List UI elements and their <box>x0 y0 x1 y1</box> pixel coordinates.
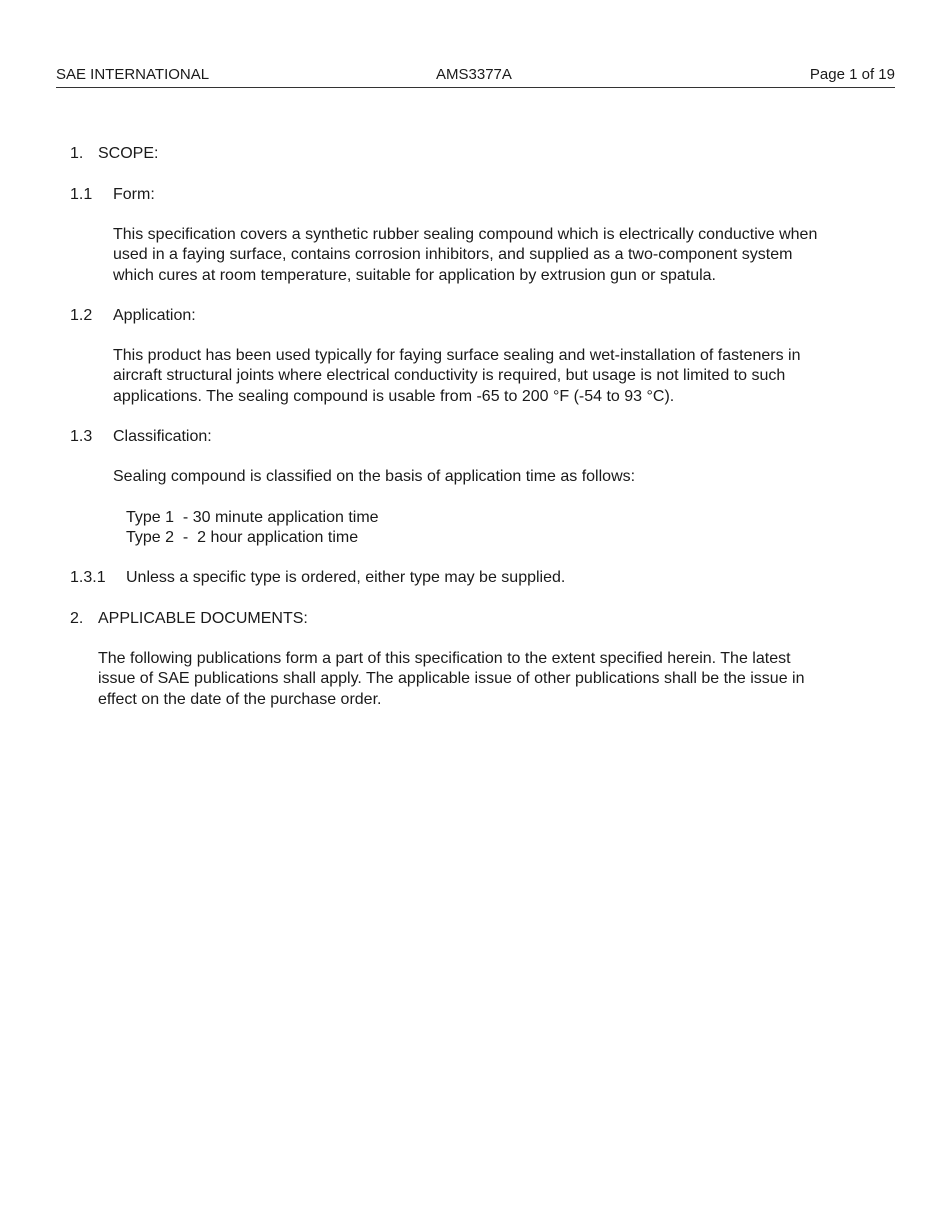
section-number: 1.3.1 <box>70 569 106 586</box>
section-text: Unless a specific type is ordered, either type may be supplied. <box>126 569 566 586</box>
paragraph-line: This product has been used typically for faying surface sealing and wet-installation of fasteners in <box>113 347 801 364</box>
section-number: 1.1 <box>70 186 93 203</box>
type-list <box>126 508 379 549</box>
paragraph-line: which cures at room temperature, suitable for application by extrusion gun or spatula. <box>113 266 716 284</box>
section-title: Application: <box>113 307 196 324</box>
section-1-2-paragraph <box>113 346 801 407</box>
header-organization: SAE INTERNATIONAL <box>56 66 210 83</box>
type-item: Type 1 - 30 minute application time <box>126 509 379 526</box>
paragraph-line: This specification covers a synthetic rubber sealing compound which is electrically conductive when <box>113 226 818 243</box>
section-title: APPLICABLE DOCUMENTS: <box>98 610 308 627</box>
section-1-1-paragraph <box>113 225 817 286</box>
section-title: SCOPE: <box>98 145 159 162</box>
type-item: Type 2 - 2 hour application time <box>126 529 359 547</box>
section-number: 1. <box>70 145 84 162</box>
section-2-paragraph <box>98 649 805 710</box>
section-title: Form: <box>113 186 155 203</box>
section-number: 1.2 <box>70 307 93 324</box>
header-page-number: Page 1 of 19 <box>809 66 895 83</box>
section-number: 2. <box>70 610 84 627</box>
section-number: 1.3 <box>70 428 93 445</box>
paragraph-line: used in a faying surface, contains corrosion inhibitors, and supplied as a two-component system <box>113 246 793 264</box>
section-title: Classification: <box>113 428 212 445</box>
page-header <box>56 66 895 88</box>
paragraph-line: applications. The sealing compound is usable from -65 to 200 °F (-54 to 93 °C). <box>113 387 675 405</box>
paragraph-line: aircraft structural joints where electrical conductivity is required, but usage is not limited to such <box>113 367 786 385</box>
paragraph-line: issue of SAE publications shall apply. The applicable issue of other publications shall be the issue in <box>98 670 805 688</box>
paragraph-line: The following publications form a part of this specification to the extent specified herein. The latest <box>98 650 791 667</box>
section-1-3-intro: Sealing compound is classified on the basis of application time as follows: <box>113 468 636 485</box>
paragraph-line: effect on the date of the purchase order. <box>98 690 382 708</box>
header-document-id: AMS3377A <box>436 66 512 83</box>
